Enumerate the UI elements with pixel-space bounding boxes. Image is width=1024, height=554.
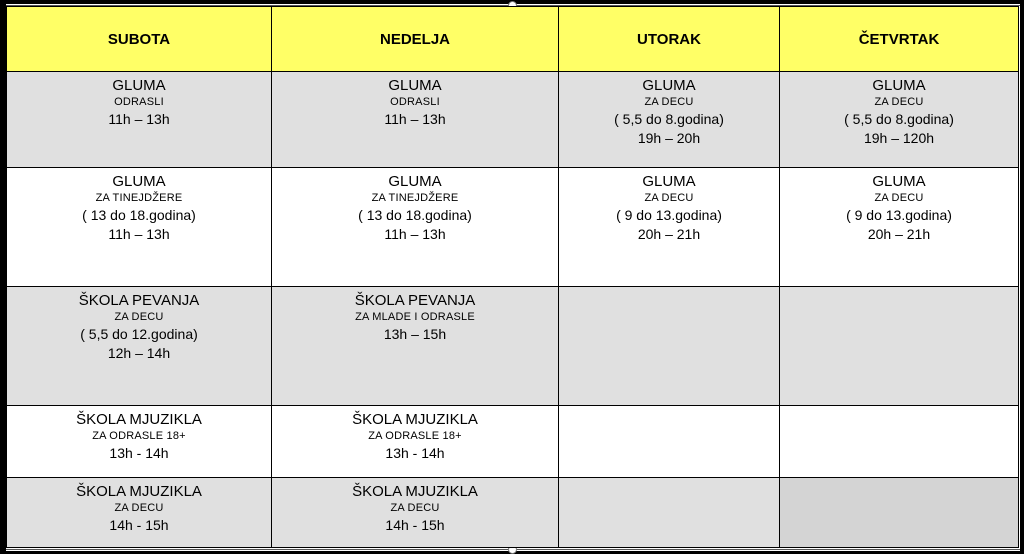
class-time: 13h – 15h <box>383 326 447 342</box>
empty-cell <box>559 287 780 406</box>
class-audience: ZA DECU <box>874 96 924 108</box>
class-age-range: ( 5,5 do 8.godina) <box>614 111 724 127</box>
class-age-range: ( 9 do 13.godina) <box>616 207 722 223</box>
table-row <box>7 478 1019 548</box>
class-audience: ZA DECU <box>874 192 924 204</box>
class-title: GLUMA <box>388 77 442 94</box>
schedule-cell <box>272 72 559 168</box>
table-row <box>7 406 1019 478</box>
schedule-cell <box>7 478 272 548</box>
class-title: ŠKOLA MJUZIKLA <box>352 411 478 428</box>
schedule-cell <box>272 406 559 478</box>
class-title: GLUMA <box>872 77 926 94</box>
schedule-cell <box>7 287 272 406</box>
class-title: ŠKOLA MJUZIKLA <box>76 411 202 428</box>
schedule-cell <box>780 168 1019 287</box>
class-time: 20h – 21h <box>867 226 931 242</box>
header-day: SUBOTA <box>7 7 272 72</box>
schedule-cell <box>559 72 780 168</box>
schedule-cell <box>559 168 780 287</box>
empty-cell <box>559 406 780 478</box>
schedule-cell <box>7 406 272 478</box>
schedule-table <box>6 6 1019 548</box>
header-day: NEDELJA <box>272 7 559 72</box>
empty-cell <box>559 478 780 548</box>
table-row <box>7 168 1019 287</box>
class-audience: ZA DECU <box>114 311 164 323</box>
empty-cell <box>780 478 1019 548</box>
class-audience: ZA DECU <box>390 502 440 514</box>
class-time: 14h - 15h <box>109 517 169 533</box>
class-title: GLUMA <box>112 173 166 190</box>
class-audience: ODRASLI <box>114 96 164 108</box>
header-day: ČETVRTAK <box>780 7 1019 72</box>
class-title: ŠKOLA MJUZIKLA <box>76 483 202 500</box>
class-time: 11h – 13h <box>108 226 170 242</box>
class-title: GLUMA <box>642 77 696 94</box>
class-title: ŠKOLA PEVANJA <box>78 292 200 309</box>
schedule-cell <box>7 72 272 168</box>
class-time: 20h – 21h <box>637 226 701 242</box>
header-row <box>7 7 1019 72</box>
class-age-range: ( 13 do 18.godina) <box>358 207 472 223</box>
class-time: 13h - 14h <box>385 445 445 461</box>
class-audience: ZA TINEJDŽERE <box>371 192 459 204</box>
empty-cell <box>780 287 1019 406</box>
schedule-cell <box>272 168 559 287</box>
class-age-range: ( 13 do 18.godina) <box>82 207 196 223</box>
table-row <box>7 72 1019 168</box>
class-time: 19h – 120h <box>863 130 935 146</box>
class-age-range: ( 9 do 13.godina) <box>846 207 952 223</box>
class-audience: ZA DECU <box>644 192 694 204</box>
class-time: 11h – 13h <box>384 226 446 242</box>
class-audience: ZA MLADE I ODRASLE <box>355 311 475 323</box>
class-title: GLUMA <box>872 173 926 190</box>
class-time: 11h – 13h <box>108 111 170 127</box>
class-audience: ZA DECU <box>644 96 694 108</box>
schedule-cell <box>780 72 1019 168</box>
class-title: ŠKOLA PEVANJA <box>354 292 476 309</box>
class-audience: ODRASLI <box>390 96 440 108</box>
schedule-cell <box>272 478 559 548</box>
class-audience: ZA DECU <box>114 502 164 514</box>
class-age-range: ( 5,5 do 12.godina) <box>80 326 198 342</box>
class-title: GLUMA <box>388 173 442 190</box>
class-audience: ZA ODRASLE 18+ <box>368 430 462 442</box>
class-audience: ZA TINEJDŽERE <box>95 192 183 204</box>
empty-cell <box>780 406 1019 478</box>
schedule-cell <box>7 168 272 287</box>
table-row <box>7 287 1019 406</box>
class-time: 12h – 14h <box>107 345 171 361</box>
class-title: GLUMA <box>112 77 166 94</box>
class-time: 13h - 14h <box>109 445 169 461</box>
class-title: GLUMA <box>642 173 696 190</box>
schedule-cell <box>272 287 559 406</box>
class-time: 19h – 20h <box>637 130 701 146</box>
class-time: 14h - 15h <box>385 517 445 533</box>
header-day: UTORAK <box>559 7 780 72</box>
class-time: 11h – 13h <box>384 111 446 127</box>
class-age-range: ( 5,5 do 8.godina) <box>844 111 954 127</box>
class-title: ŠKOLA MJUZIKLA <box>352 483 478 500</box>
class-audience: ZA ODRASLE 18+ <box>92 430 186 442</box>
